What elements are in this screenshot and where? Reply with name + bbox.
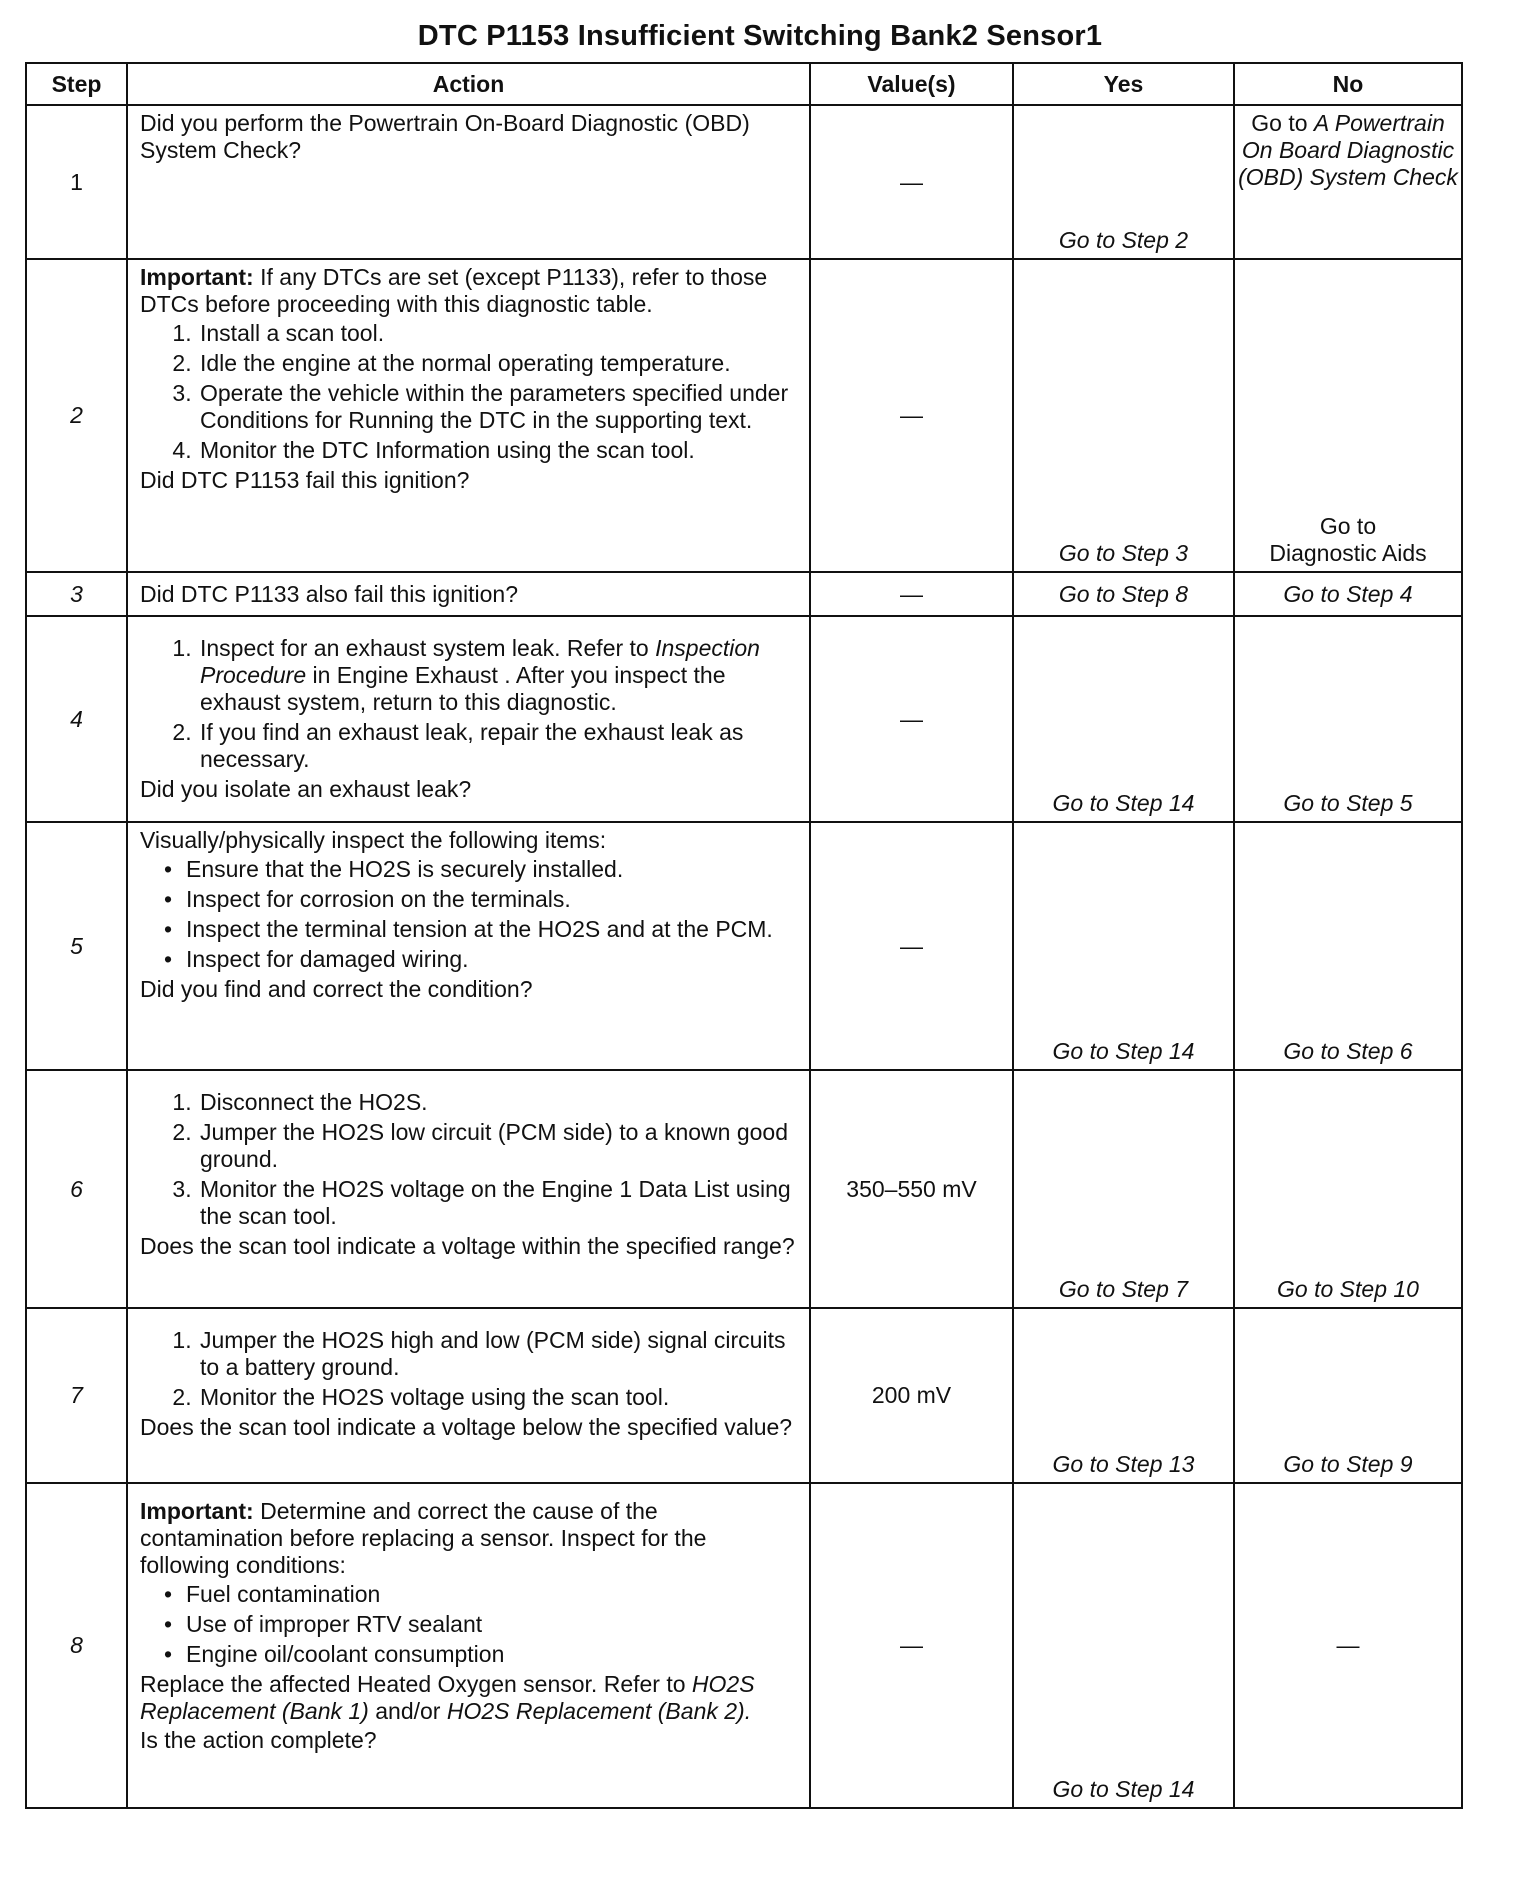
item-text: in Engine Exhaust . After you inspect the exhaust system, return to this diagnostic. bbox=[200, 662, 726, 715]
list-item: 4. Monitor the DTC Information using the scan tool. bbox=[198, 437, 799, 464]
no-link[interactable]: Go to Step 9 bbox=[1283, 1451, 1413, 1477]
step-number: 1 bbox=[26, 105, 127, 259]
inspection-procedure-link[interactable]: Inspection Procedure bbox=[200, 635, 760, 688]
action-cell bbox=[127, 1070, 810, 1308]
action-question: Did DTC P1133 also fail this ignition? bbox=[140, 580, 518, 607]
list-item: • Engine oil/coolant consumption bbox=[186, 1641, 799, 1668]
value-cell: — bbox=[810, 259, 1013, 572]
replace-text: Replace the affected Heated Oxygen sensor. Refer to bbox=[140, 1671, 686, 1697]
important-note bbox=[140, 1498, 799, 1579]
item-text: Inspect for an exhaust system leak. Refer to bbox=[200, 635, 649, 661]
list-item: 2. Idle the engine at the normal operating temperature. bbox=[198, 350, 799, 377]
list-item: • Inspect for damaged wiring. bbox=[186, 946, 799, 973]
no-cell bbox=[1234, 259, 1462, 572]
yes-cell bbox=[1013, 616, 1234, 822]
action-cell bbox=[127, 616, 810, 822]
value-cell: — bbox=[810, 572, 1013, 616]
list-item: • Fuel contamination bbox=[186, 1581, 799, 1608]
no-cell bbox=[1234, 1308, 1462, 1483]
inspect-intro: Visually/physically inspect the following items: bbox=[140, 827, 607, 853]
no-cell bbox=[1234, 572, 1462, 616]
action-cell bbox=[127, 1308, 810, 1483]
yes-cell bbox=[1013, 259, 1234, 572]
header-action: Action bbox=[127, 63, 810, 105]
yes-link[interactable]: Go to Step 3 bbox=[1058, 540, 1189, 566]
no-link[interactable] bbox=[1235, 513, 1461, 567]
header-yes: Yes bbox=[1013, 63, 1234, 105]
diagnostic-table bbox=[25, 62, 1463, 1809]
step-number: 8 bbox=[26, 1483, 127, 1808]
table-row bbox=[26, 259, 1462, 572]
yes-link[interactable]: Go to Step 14 bbox=[1052, 1776, 1195, 1802]
no-line-1: Go to bbox=[1319, 513, 1377, 539]
list-item: 2. If you find an exhaust leak, repair the exhaust leak as necessary. bbox=[198, 719, 799, 773]
no-line-2: Diagnostic Aids bbox=[1269, 540, 1427, 566]
no-link[interactable]: Go to Step 4 bbox=[1283, 580, 1413, 607]
action-cell bbox=[127, 259, 810, 572]
table-row bbox=[26, 1483, 1462, 1808]
list-item: • Inspect for corrosion on the terminals. bbox=[186, 886, 799, 913]
no-cell bbox=[1234, 822, 1462, 1070]
value-cell: — bbox=[810, 1483, 1013, 1808]
no-cell bbox=[1234, 616, 1462, 822]
value-cell: — bbox=[810, 105, 1013, 259]
page-title: DTC P1153 Insufficient Switching Bank2 Sensor1 bbox=[417, 20, 1103, 52]
yes-cell bbox=[1013, 1070, 1234, 1308]
ho2s-bank1-link[interactable]: HO2S Replacement (Bank 1) bbox=[140, 1671, 755, 1724]
list-item: 2. Monitor the HO2S voltage using the scan tool. bbox=[198, 1384, 799, 1411]
table-row bbox=[26, 822, 1462, 1070]
ho2s-bank2-link[interactable]: HO2S Replacement (Bank 2). bbox=[446, 1698, 752, 1724]
action-question: Did DTC P1153 fail this ignition? bbox=[140, 467, 470, 493]
yes-cell bbox=[1013, 822, 1234, 1070]
table-row bbox=[26, 105, 1462, 259]
yes-link[interactable]: Go to Step 14 bbox=[1052, 1038, 1195, 1064]
step-list bbox=[140, 1089, 799, 1230]
step-list bbox=[140, 1327, 799, 1411]
action-cell bbox=[127, 572, 810, 616]
no-cell bbox=[1234, 1070, 1462, 1308]
yes-cell bbox=[1013, 1483, 1234, 1808]
step-number: 6 bbox=[26, 1070, 127, 1308]
important-text: Determine and correct the cause of the contamination before replacing a sensor. Inspect for the following conditions: bbox=[140, 1498, 707, 1578]
bullet-list bbox=[140, 1581, 799, 1668]
step-list bbox=[140, 635, 799, 773]
list-item: 1. Jumper the HO2S high and low (PCM side) signal circuits to a battery ground. bbox=[198, 1327, 799, 1381]
step-number: 7 bbox=[26, 1308, 127, 1483]
table-row bbox=[26, 616, 1462, 822]
no-cell: — bbox=[1234, 1483, 1462, 1808]
list-item: • Ensure that the HO2S is securely installed. bbox=[186, 856, 799, 883]
header-step: Step bbox=[26, 63, 127, 105]
action-cell bbox=[127, 105, 810, 259]
action-cell bbox=[127, 822, 810, 1070]
important-label: Important: bbox=[140, 1498, 254, 1524]
yes-cell bbox=[1013, 105, 1234, 259]
header-no: No bbox=[1234, 63, 1462, 105]
list-item: 1. Disconnect the HO2S. bbox=[198, 1089, 799, 1116]
action-cell bbox=[127, 1483, 810, 1808]
list-item bbox=[198, 635, 799, 716]
table-header-row bbox=[26, 63, 1462, 105]
important-note bbox=[140, 264, 799, 318]
bullet-list bbox=[140, 856, 799, 973]
list-item: • Inspect the terminal tension at the HO2S and at the PCM. bbox=[186, 916, 799, 943]
step-list bbox=[140, 320, 799, 464]
list-item: 3. Operate the vehicle within the parameters specified under Conditions for Running the DTC in the supporting text. bbox=[198, 380, 799, 434]
list-item: 2. Jumper the HO2S low circuit (PCM side) to a known good ground. bbox=[198, 1119, 799, 1173]
action-question: Did you perform the Powertrain On-Board Diagnostic (OBD) System Check? bbox=[140, 110, 750, 163]
yes-cell bbox=[1013, 572, 1234, 616]
no-link[interactable]: A Powertrain On Board Diagnostic (OBD) System Check bbox=[1238, 110, 1458, 190]
yes-link[interactable]: Go to Step 13 bbox=[1052, 1451, 1195, 1477]
value-cell: — bbox=[810, 822, 1013, 1070]
action-question: Did you find and correct the condition? bbox=[140, 976, 533, 1002]
value-cell: 200 mV bbox=[810, 1308, 1013, 1483]
list-item: 1. Install a scan tool. bbox=[198, 320, 799, 347]
action-question: Does the scan tool indicate a voltage within the specified range? bbox=[140, 1233, 795, 1259]
action-question: Did you isolate an exhaust leak? bbox=[140, 776, 472, 802]
replace-and: and/or bbox=[375, 1698, 441, 1724]
important-label: Important: bbox=[140, 264, 254, 290]
important-text: If any DTCs are set (except P1133), refer to those DTCs before proceeding with this diagnostic table. bbox=[140, 264, 768, 317]
header-values: Value(s) bbox=[810, 63, 1013, 105]
value-cell: — bbox=[810, 616, 1013, 822]
no-link[interactable]: Go to Step 5 bbox=[1283, 790, 1413, 816]
yes-link[interactable]: Go to Step 2 bbox=[1058, 227, 1189, 253]
no-link[interactable]: Go to Step 6 bbox=[1283, 1038, 1413, 1064]
yes-cell bbox=[1013, 1308, 1234, 1483]
action-question: Does the scan tool indicate a voltage below the specified value? bbox=[140, 1414, 793, 1440]
action-question: Is the action complete? bbox=[140, 1727, 377, 1753]
list-item: 3. Monitor the HO2S voltage on the Engine 1 Data List using the scan tool. bbox=[198, 1176, 799, 1230]
table-row bbox=[26, 1070, 1462, 1308]
yes-link[interactable]: Go to Step 7 bbox=[1058, 1276, 1189, 1302]
value-cell: 350–550 mV bbox=[810, 1070, 1013, 1308]
step-number: 3 bbox=[26, 572, 127, 616]
step-number: 2 bbox=[26, 259, 127, 572]
table-row bbox=[26, 1308, 1462, 1483]
step-number: 4 bbox=[26, 616, 127, 822]
list-item: • Use of improper RTV sealant bbox=[186, 1611, 799, 1638]
table-row bbox=[26, 572, 1462, 616]
no-cell bbox=[1234, 105, 1462, 259]
yes-link[interactable]: Go to Step 14 bbox=[1052, 790, 1195, 816]
step-number: 5 bbox=[26, 822, 127, 1070]
no-prefix: Go to bbox=[1251, 110, 1308, 136]
no-link[interactable]: Go to Step 10 bbox=[1277, 1276, 1419, 1302]
replace-instruction bbox=[140, 1671, 799, 1725]
yes-link[interactable]: Go to Step 8 bbox=[1058, 580, 1189, 607]
